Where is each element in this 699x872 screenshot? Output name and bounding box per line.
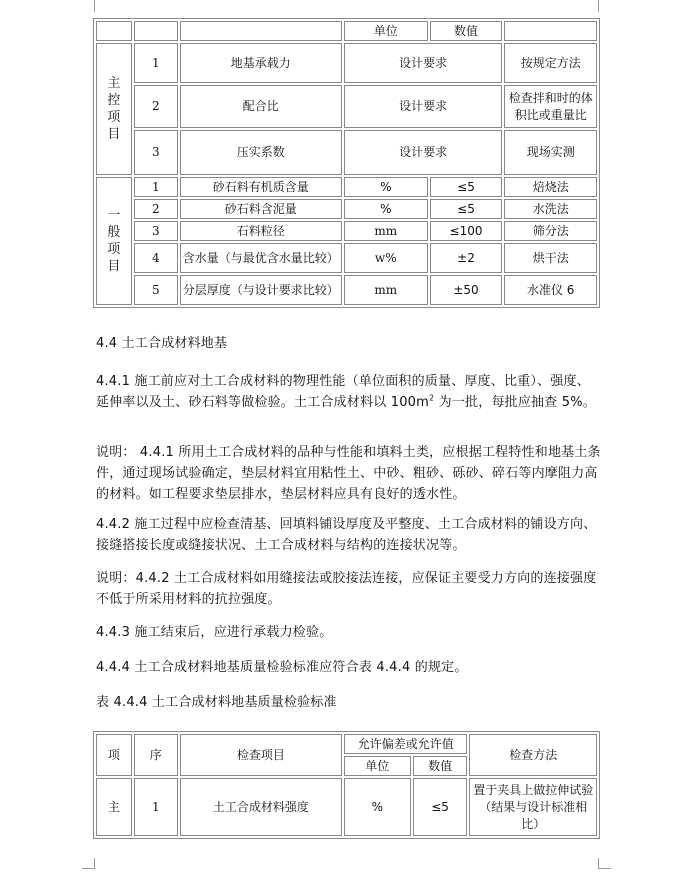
table-caption: 表 4.4.4 土工合成材料地基质量检验标准 [96, 695, 337, 710]
allowed-value: 设计要求 [344, 85, 502, 128]
check-item: 砂石料含泥量 [180, 199, 342, 219]
table-row [96, 85, 597, 128]
crop-mark-bottom-right [598, 858, 611, 869]
note-4-4-2: 说明：4.4.2 土工合成材料如用缝接法或胶接法连接，应保证主要受力方向的连接强度不低于所采用材料的抗拉强度。 [96, 571, 597, 607]
unit: mm [344, 221, 428, 241]
row-number: 2 [134, 199, 178, 219]
section-title: 4.4 土工合成材料地基 [96, 336, 228, 351]
check-method: 烘干法 [504, 243, 597, 273]
note-4-4-1: 说明： 4.4.1 所用土工合成材料的品种与性能和填料土类，应根据工程特性和地基土条件，通过现场试验确定，垫层材料宜用粘性土、中砂、粗砂、砾砂、碎石等内摩阻力高的材料。如工程要求垫层排水，垫层材料应具有良好的透水性。 [96, 445, 601, 502]
table-row [96, 778, 597, 836]
group-main-control: 主 控 项 目 [96, 43, 132, 175]
row-number: 1 [134, 778, 178, 836]
check-item: 分层厚度（与设计要求比较） [180, 275, 342, 305]
table-row [96, 177, 597, 197]
quality-table-sand-gravel [93, 18, 600, 308]
header-check-item: 检查项目 [180, 734, 342, 776]
check-method: 按规定方法 [504, 43, 597, 83]
table-header-row [96, 734, 597, 754]
header-item: 项 [96, 734, 132, 776]
group-general: 一 般 项 目 [96, 177, 132, 305]
table-cell [134, 21, 178, 41]
check-item: 地基承载力 [180, 43, 342, 83]
row-number: 2 [134, 85, 178, 128]
paragraph-4-4-2: 4.4.2 施工过程中应检查清基、回填料铺设厚度及平整度、土工合成材料的铺设方向、接缝搭接长度或缝接状况、土工合成材料与结构的连接状况等。 [96, 517, 597, 553]
row-number: 5 [134, 275, 178, 305]
row-number: 1 [134, 43, 178, 83]
check-method: 水洗法 [504, 199, 597, 219]
unit: % [344, 778, 411, 836]
group-main-control: 主 [96, 778, 132, 836]
value: ±50 [430, 275, 503, 305]
unit: % [344, 177, 428, 197]
table-row [96, 275, 597, 305]
header-value: 数值 [413, 756, 468, 776]
value: ±2 [430, 243, 503, 273]
table-row [96, 221, 597, 241]
header-tolerance: 允许偏差或允许值 [344, 734, 468, 754]
check-method: 检查拌和时的体 积比或重量比 [504, 85, 597, 128]
header-unit: 单位 [344, 21, 428, 41]
check-item: 压实系数 [180, 130, 342, 175]
table-row [96, 199, 597, 219]
check-method: 水准仪 6 [504, 275, 597, 305]
unit: w% [344, 243, 428, 273]
check-method: 筛分法 [504, 221, 597, 241]
row-number: 4 [134, 243, 178, 273]
value: ≤100 [430, 221, 503, 241]
paragraph-4-4-3: 4.4.3 施工结束后，应进行承载力检验。 [96, 625, 333, 640]
check-item: 配合比 [180, 85, 342, 128]
unit: % [344, 199, 428, 219]
crop-mark-top-left [82, 0, 95, 12]
header-no: 序 [134, 734, 178, 776]
check-item: 砂石料有机质含量 [180, 177, 342, 197]
allowed-value: 设计要求 [344, 43, 502, 83]
check-method: 置于夹具上做拉伸试验 （结果与设计标准相 比） [469, 778, 597, 836]
value: ≤5 [430, 199, 503, 219]
row-number: 3 [134, 221, 178, 241]
table-row [96, 243, 597, 273]
allowed-value: 设计要求 [344, 130, 502, 175]
check-item: 含水量（与最优含水量比较） [180, 243, 342, 273]
crop-mark-bottom-left [82, 858, 95, 869]
check-method: 现场实测 [504, 130, 597, 175]
value: ≤5 [413, 778, 468, 836]
header-check-method: 检查方法 [469, 734, 597, 776]
table-cell [96, 21, 132, 41]
value: ≤5 [430, 177, 503, 197]
header-value: 数值 [430, 21, 503, 41]
table-cell [180, 21, 342, 41]
paragraph-4-4-1: 4.4.1 施工前应对土工合成材料的物理性能（单位面积的质量、厚度、比重）、强度、延伸率以及土、砂石料等做检验。土工合成材料以 $100m^2$ 为一批，每批应抽查 5%。 [96, 374, 597, 410]
row-number: 1 [134, 177, 178, 197]
table-header-row [96, 21, 597, 41]
check-item: 石料粒径 [180, 221, 342, 241]
table-row [96, 43, 597, 83]
check-item: 土工合成材料强度 [180, 778, 342, 836]
crop-mark-top-right [598, 0, 611, 12]
row-number: 3 [134, 130, 178, 175]
table-4-4-4 [93, 731, 600, 839]
unit: mm [344, 275, 428, 305]
paragraph-4-4-4: 4.4.4 土工合成材料地基质量检验标准应符合表 4.4.4 的规定。 [96, 660, 468, 675]
header-unit: 单位 [344, 756, 411, 776]
table-cell [504, 21, 597, 41]
check-method: 焙烧法 [504, 177, 597, 197]
table-row [96, 130, 597, 175]
